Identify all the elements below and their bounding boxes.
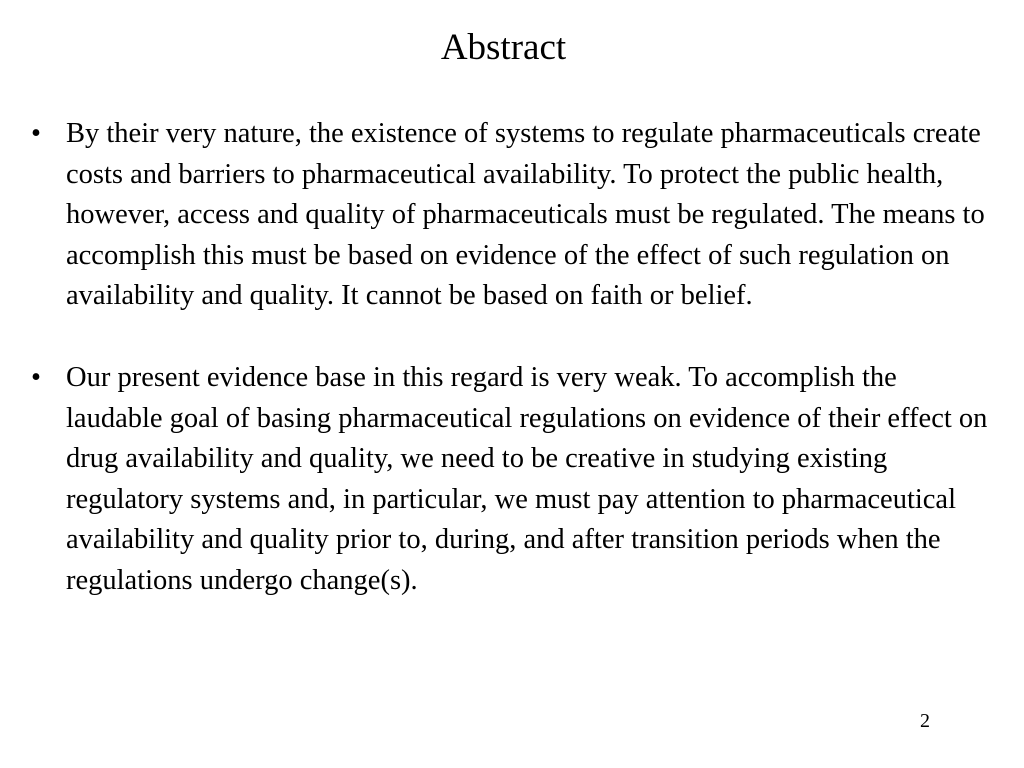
bullet-text: By their very nature, the existence of systems to regulate pharmaceuticals create costs and barriers to pharmaceutical availability. To protect the public health, however, access and quality of pharmaceuticals must be regulated. The means to accomplish this must be based on evidence of the effect of such regulation on availability and quality. It cannot be based on faith or belief.	[66, 118, 985, 312]
bullet-icon: •	[31, 361, 41, 393]
bullet-item	[26, 358, 992, 602]
bullet-icon: •	[31, 118, 41, 149]
bullet-list	[26, 114, 992, 602]
bullet-text: Our present evidence base in this regard is very weak. To accomplish the laudable goal of basing pharmaceutical regulations on evidence of their effect on drug availability and quality, we need to be creative in studying existing regulatory systems and, in particular, we must pay attention to pharmaceutical availability and quality prior to, during, and after transition periods when the regulations undergo change(s).	[66, 361, 988, 596]
page-number: 2	[920, 710, 930, 732]
bullet-item	[26, 114, 992, 317]
slide-title: Abstract	[440, 27, 567, 68]
